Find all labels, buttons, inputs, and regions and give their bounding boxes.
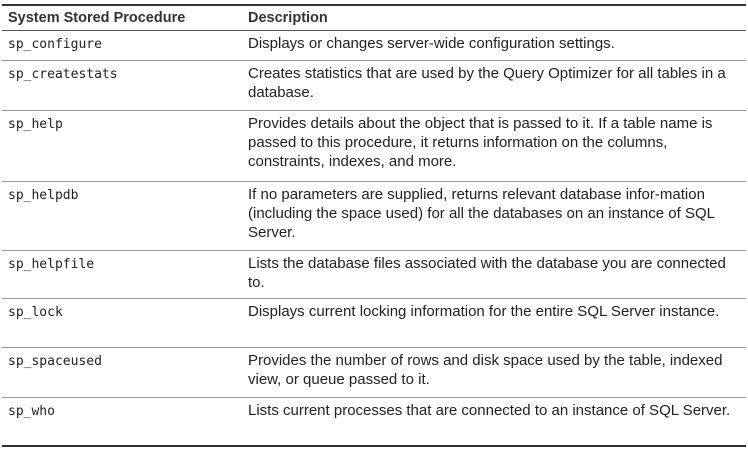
- procedure-name: sp_who: [8, 404, 55, 419]
- procedure-name: sp_helpdb: [8, 188, 79, 203]
- procedure-description: Lists the database files associated with the database you are connected to.: [248, 255, 726, 291]
- table-row: [2, 61, 746, 111]
- procedure-description: Lists current processes that are connected to an instance of SQL Server.: [248, 402, 731, 419]
- procedure-name: sp_createstats: [8, 67, 118, 82]
- procedure-name: sp_helpfile: [8, 257, 95, 272]
- table-row: [2, 111, 746, 182]
- procedure-description: Displays current locking information for the entire SQL Server instance.: [248, 303, 720, 320]
- procedure-description: Creates statistics that are used by the Query Optimizer for all tables in a database.: [248, 65, 726, 101]
- procedure-name: sp_help: [8, 117, 63, 132]
- header-procedure: System Stored Procedure: [8, 10, 186, 26]
- procedure-description: Provides the number of rows and disk space used by the table, indexed view, or queue passed to it.: [248, 352, 723, 388]
- header-description: Description: [248, 10, 328, 26]
- table-row: [2, 182, 746, 251]
- table-header: [2, 6, 746, 31]
- procedure-description: Provides details about the object that is passed to it. If a table name is passed to this procedure, it returns information on the columns, constraints, indexes, and more.: [248, 115, 713, 170]
- procedure-description: If no parameters are supplied, returns relevant database infor-mation (including the space used) for all the databases on an instance of SQL Server.: [248, 186, 715, 241]
- table-row: [2, 31, 746, 61]
- procedure-description: Displays or changes server-wide configuration settings.: [248, 35, 615, 52]
- stored-procedures-table: [2, 4, 746, 447]
- table-row: [2, 398, 746, 445]
- table-row: [2, 348, 746, 398]
- procedure-name: sp_lock: [8, 305, 63, 320]
- procedure-name: sp_configure: [8, 37, 102, 52]
- table-row: [2, 251, 746, 299]
- procedure-name: sp_spaceused: [8, 354, 102, 369]
- table-row: [2, 299, 746, 348]
